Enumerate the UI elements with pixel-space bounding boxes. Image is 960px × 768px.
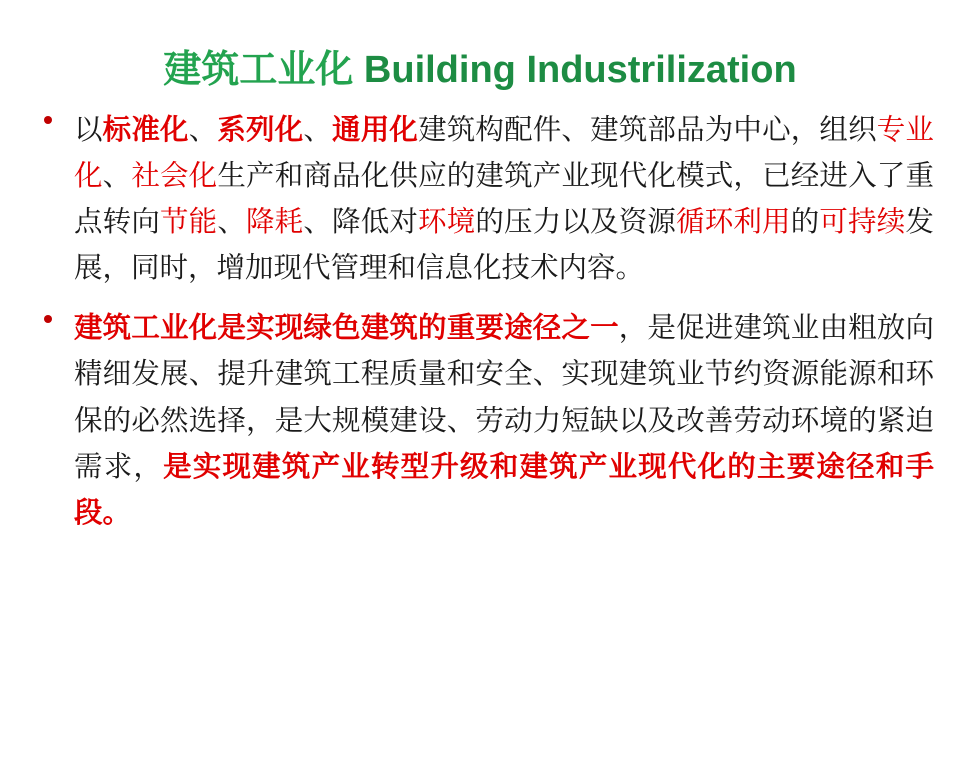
text-run: 建筑构配件、建筑部品为中心，组织 <box>418 114 877 146</box>
page-title <box>0 48 960 94</box>
page-title-english: Building Industrilization <box>353 49 797 91</box>
text-run: 节能 <box>160 206 218 238</box>
text-run: 的压力以及资源 <box>475 206 677 238</box>
list-item <box>26 108 934 293</box>
text-run: 通用化 <box>332 114 419 146</box>
bullet-2-text <box>74 313 934 529</box>
text-run: 、降低对 <box>303 206 419 238</box>
text-run: 系列化 <box>217 114 304 146</box>
text-run: 以 <box>74 114 103 146</box>
text-run: 循环利用 <box>676 206 791 238</box>
text-run: 、 <box>102 160 132 192</box>
text-run: 环境 <box>418 206 476 238</box>
bullet-1-text <box>74 115 934 284</box>
text-run: 降耗 <box>246 206 304 238</box>
text-run: 、 <box>188 114 218 146</box>
text-run: 建筑工业化是实现绿色建筑的重要途径之一 <box>74 313 619 345</box>
text-run: 生产和商品化供应的建筑产业现代化模式，已经进入了重点转向 <box>74 160 934 238</box>
text-run: 、 <box>217 206 247 238</box>
bullet-dot-icon <box>44 116 52 124</box>
slide <box>0 48 960 768</box>
text-run: 可持续 <box>819 206 906 238</box>
bullet-dot-icon <box>44 315 52 323</box>
text-run: 社会化 <box>131 160 218 192</box>
text-run: 标准化 <box>102 114 189 146</box>
text-run: 是实现建筑产业转型升级和建筑产业现代化的主要途径和手段。 <box>74 451 934 529</box>
page-title-chinese: 建筑工业化 <box>163 49 354 91</box>
text-run: 、 <box>303 114 333 146</box>
slide-body <box>0 108 960 537</box>
text-run: 发展，同时，增加现代管理和信息化技术内容。 <box>74 206 934 285</box>
text-run: ，是促进建筑业由粗放向精细发展、提升建筑工程质量和安全、实现建筑业节约资源能源和环保的必然选择，是大规模建设、劳动力短缺以及改善劳动环境的紧迫需求， <box>74 313 934 483</box>
list-item <box>26 306 934 537</box>
text-run: 的 <box>790 206 820 238</box>
text-run: 专业化 <box>74 114 934 192</box>
